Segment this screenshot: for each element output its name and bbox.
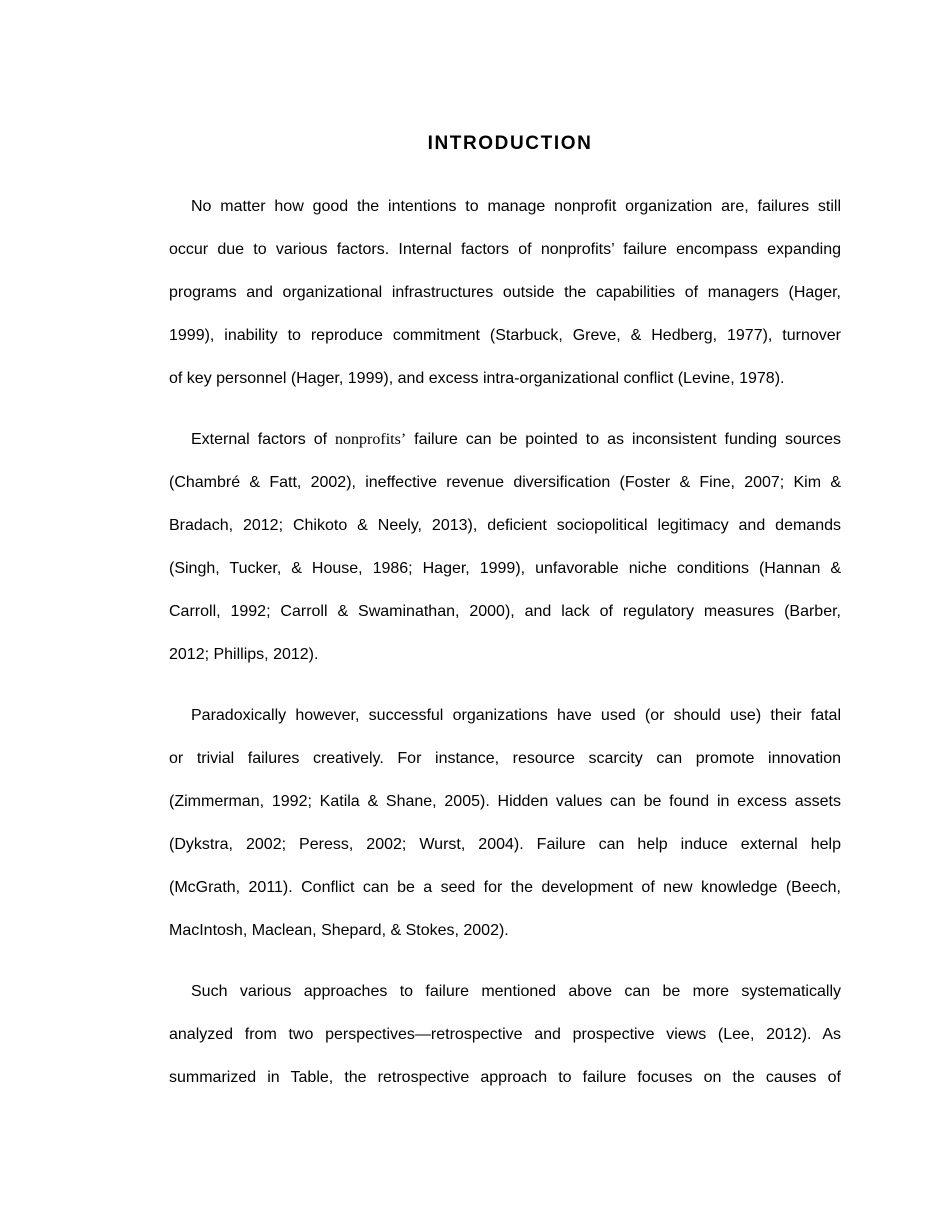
paragraph-3-line-6: MacIntosh, Maclean, Shepard, & Stokes, 2002). <box>169 922 509 939</box>
paragraph-4-line-2: analyzed from two perspectives—retrospective and prospective views (Lee, 2012). As <box>169 1026 841 1043</box>
paragraph-3-line-3: (Zimmerman, 1992; Katila & Shane, 2005). Hidden values can be found in excess assets <box>169 793 841 810</box>
paragraph-4-line-3: summarized in Table, the retrospective approach to failure focuses on the causes of <box>169 1069 841 1086</box>
paragraph-2-line-3: Bradach, 2012; Chikoto & Neely, 2013), deficient sociopolitical legitimacy and demands <box>169 517 841 534</box>
paragraph-1-line-1: No matter how good the intentions to manage nonprofit organization are, failures still <box>191 198 841 215</box>
paragraph-3-line-5: (McGrath, 2011). Conflict can be a seed for the development of new knowledge (Beech, <box>169 879 841 896</box>
paragraph-3-line-4: (Dykstra, 2002; Peress, 2002; Wurst, 2004). Failure can help induce external help <box>169 836 841 853</box>
paragraph-2-line-5: Carroll, 1992; Carroll & Swaminathan, 2000), and lack of regulatory measures (Barber, <box>169 603 841 620</box>
paragraph-2-line-1 <box>191 430 841 450</box>
paragraph-2-line-1-serif-word: nonprofits’ <box>335 431 407 448</box>
paragraph-2-line-1-part-1: External factors of <box>191 431 336 448</box>
paragraph-2-line-1-part-3: failure can be pointed to as inconsistent funding sources <box>406 431 842 448</box>
paragraph-2-line-2: (Chambré & Fatt, 2002), ineffective revenue diversification (Foster & Fine, 2007; Kim & <box>169 474 841 491</box>
paragraph-2-line-4: (Singh, Tucker, & House, 1986; Hager, 1999), unfavorable niche conditions (Hannan & <box>169 560 841 577</box>
paragraph-1-line-2: occur due to various factors. Internal factors of nonprofits’ failure encompass expanding <box>169 241 841 258</box>
paragraph-2-line-6: 2012; Phillips, 2012). <box>169 646 319 663</box>
section-heading: INTRODUCTION <box>427 133 593 154</box>
paragraph-3-line-1: Paradoxically however, successful organizations have used (or should use) their fatal <box>191 707 841 724</box>
paragraph-4-line-1: Such various approaches to failure mentioned above can be more systematically <box>191 983 841 1000</box>
paragraph-1-line-4: 1999), inability to reproduce commitment (Starbuck, Greve, & Hedberg, 1977), turnover <box>169 327 841 344</box>
paragraph-1-line-3: programs and organizational infrastructures outside the capabilities of managers (Hager, <box>169 284 841 301</box>
paragraph-1-line-5: of key personnel (Hager, 1999), and excess intra-organizational conflict (Levine, 1978). <box>169 370 785 387</box>
paragraph-3-line-2: or trivial failures creatively. For instance, resource scarcity can promote innovation <box>169 750 841 767</box>
